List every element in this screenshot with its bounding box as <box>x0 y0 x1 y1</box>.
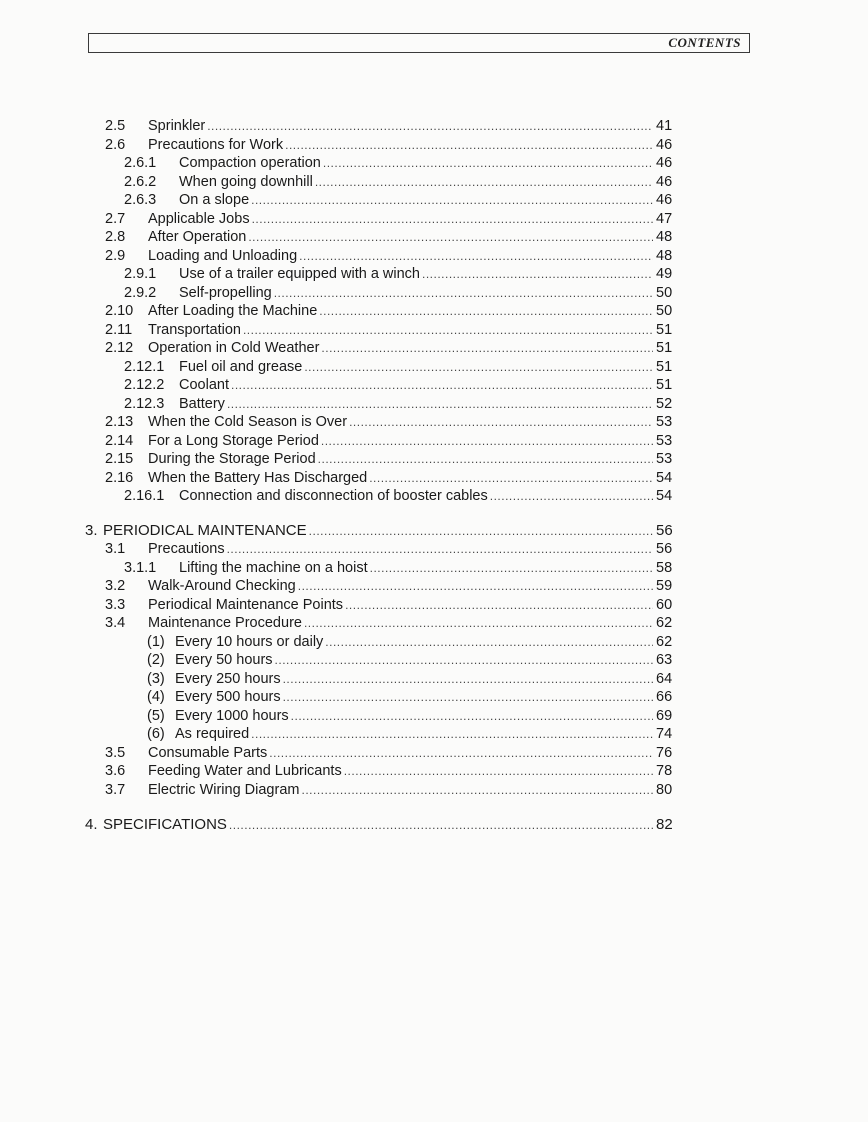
toc-entry[interactable] <box>105 432 676 451</box>
dot-leader <box>301 781 653 800</box>
toc-entry-page-number: 49 <box>656 266 673 282</box>
toc-entry[interactable] <box>105 302 676 321</box>
toc-entry-number: 2.12.1 <box>124 358 165 375</box>
toc-entry-number: 2.9 <box>105 247 126 264</box>
toc-entry[interactable] <box>147 707 676 726</box>
toc-entry-label: After Operation <box>148 229 247 245</box>
toc-entry-number: 2.5 <box>105 118 126 134</box>
toc-entry-page-number: 56 <box>656 541 673 557</box>
toc-entry-page-number: 51 <box>656 321 673 338</box>
toc-entry[interactable] <box>105 210 676 229</box>
toc-entry[interactable] <box>105 577 676 596</box>
toc-entry[interactable] <box>147 688 676 707</box>
dot-leader <box>298 577 653 596</box>
toc-entry-label: Sprinkler <box>148 118 206 134</box>
dot-leader <box>229 816 653 835</box>
toc-entry-number: 2.6.2 <box>124 173 157 190</box>
toc-entry[interactable] <box>105 744 676 763</box>
toc-entry[interactable] <box>105 781 676 800</box>
toc-entry-label: Transportation <box>148 321 241 338</box>
toc-entry[interactable] <box>147 651 676 670</box>
toc-entry-page-number: 60 <box>656 596 673 613</box>
toc-entry-label: Periodical Maintenance Points <box>148 596 344 613</box>
dot-leader <box>325 633 653 652</box>
toc-entry-page-number: 53 <box>656 432 673 449</box>
toc-entry-number: 2.16 <box>105 469 134 486</box>
toc-entry[interactable] <box>105 136 676 155</box>
header-frame <box>88 33 750 53</box>
dot-leader <box>231 376 653 395</box>
toc-entry-label: Consumable Parts <box>148 744 268 761</box>
toc-entry-label: Lifting the machine on a hoist <box>179 559 368 576</box>
toc-entry-page-number: 66 <box>656 689 673 705</box>
toc-entry[interactable] <box>105 339 676 358</box>
toc-entry-page-number: 78 <box>656 763 673 779</box>
toc-entry-label: Operation in Cold Weather <box>148 340 320 356</box>
toc-entry[interactable] <box>124 487 676 506</box>
dot-leader <box>490 487 653 506</box>
dot-leader <box>227 540 653 559</box>
toc-entry-page-number: 46 <box>656 173 673 190</box>
dot-leader <box>285 136 653 155</box>
toc-entry-number: 2.6.3 <box>124 192 157 208</box>
toc-entry-label: Battery <box>179 395 225 412</box>
toc-entry-number: 2.16.1 <box>124 488 165 504</box>
toc-entry[interactable] <box>105 413 676 432</box>
toc-entry[interactable] <box>105 247 676 266</box>
toc-entry-label: Compaction operation <box>179 155 321 171</box>
toc-entry-page-number: 64 <box>656 670 673 687</box>
toc-entry-label: Precautions for Work <box>148 136 284 153</box>
toc-entry-page-number: 46 <box>656 155 673 171</box>
dot-leader <box>269 744 653 763</box>
toc-entry-label: Electric Wiring Diagram <box>148 781 300 798</box>
toc-entry-label: Every 250 hours <box>175 670 281 687</box>
toc-entry-label: SPECIFICATIONS <box>103 816 227 833</box>
dot-leader <box>422 265 653 284</box>
toc-entry[interactable] <box>124 191 676 210</box>
dot-leader <box>207 117 653 136</box>
toc-entry-number: 2.9.1 <box>124 266 157 282</box>
toc-entry-label: During the Storage Period <box>148 451 316 467</box>
toc-entry[interactable] <box>124 376 676 395</box>
toc-entry[interactable] <box>105 450 676 469</box>
toc-entry-page-number: 59 <box>656 578 673 594</box>
toc-entry-number: (6) <box>147 726 165 742</box>
toc-entry-page-number: 76 <box>656 744 673 761</box>
toc-entry-number: 2.10 <box>105 303 134 319</box>
toc-entry-page-number: 58 <box>656 559 673 576</box>
toc-entry-page-number: 48 <box>656 229 673 245</box>
toc-entry-label: Loading and Unloading <box>148 247 298 264</box>
toc-entry[interactable] <box>105 540 676 559</box>
toc-entry[interactable] <box>124 265 676 284</box>
page-title: CONTENTS <box>668 35 741 50</box>
toc-entry-label: Every 10 hours or daily <box>175 633 324 650</box>
toc-entry[interactable] <box>124 173 676 192</box>
toc-entry-label: On a slope <box>179 192 250 208</box>
toc-entry-label: Self-propelling <box>179 284 272 301</box>
dot-leader <box>243 321 653 340</box>
toc-entry-number: 2.13 <box>105 414 134 430</box>
dot-leader <box>349 413 653 432</box>
toc-entry-page-number: 41 <box>656 118 673 134</box>
dot-leader <box>309 522 653 541</box>
toc-entry-page-number: 80 <box>656 781 673 798</box>
toc-entry-label: Fuel oil and grease <box>179 358 303 375</box>
dot-leader <box>323 154 653 173</box>
toc-entry-page-number: 48 <box>656 247 673 264</box>
toc-entry-number: (4) <box>147 689 165 705</box>
dot-leader <box>345 596 653 615</box>
toc-entry-page-number: 63 <box>656 652 673 668</box>
toc-entry-page-number: 62 <box>656 615 673 631</box>
toc-entry[interactable] <box>85 521 676 540</box>
toc-entry[interactable] <box>124 395 676 414</box>
toc-entry-label: Maintenance Procedure <box>148 615 302 631</box>
toc-entry[interactable] <box>124 559 676 578</box>
dot-leader <box>304 614 653 633</box>
toc-entry-label: When going downhill <box>179 173 313 190</box>
toc-entry-page-number: 46 <box>656 192 673 208</box>
toc-entry-page-number: 53 <box>656 451 673 467</box>
toc-entry-label: Applicable Jobs <box>148 210 250 227</box>
toc-entry-number: 2.11 <box>105 321 133 338</box>
toc-entry-number: (3) <box>147 670 165 687</box>
toc-entry[interactable] <box>147 725 676 744</box>
toc-entry-page-number: 56 <box>656 522 673 539</box>
dot-leader <box>321 432 653 451</box>
toc-entry-page-number: 51 <box>656 377 673 393</box>
toc-entry-label: When the Battery Has Discharged <box>148 469 368 486</box>
toc-entry-label: Connection and disconnection of booster cables <box>179 488 488 504</box>
toc-entry-label: Every 50 hours <box>175 652 273 668</box>
toc-entry-number: 2.6.1 <box>124 155 157 171</box>
toc-entry-number: 2.7 <box>105 210 126 227</box>
toc-entry-page-number: 51 <box>656 358 673 375</box>
toc-entry[interactable] <box>124 284 676 303</box>
dot-leader <box>319 302 653 321</box>
toc-entry[interactable] <box>124 358 676 377</box>
dot-leader <box>370 559 653 578</box>
toc-entry-page-number: 47 <box>656 210 673 227</box>
toc-entry-page-number: 46 <box>656 136 673 153</box>
toc-entry[interactable] <box>105 228 676 247</box>
toc-entry-label: When the Cold Season is Over <box>148 414 348 430</box>
toc-entry-page-number: 51 <box>656 340 673 356</box>
dot-leader <box>251 191 653 210</box>
dot-leader <box>299 247 653 266</box>
toc-entry-number: 3.1.1 <box>124 559 157 576</box>
toc-entry-number: 2.12.2 <box>124 377 165 393</box>
toc-entry-page-number: 69 <box>656 707 673 724</box>
dot-leader <box>304 358 653 377</box>
dot-leader <box>252 210 653 229</box>
dot-leader <box>274 284 653 303</box>
toc-entry[interactable] <box>105 596 676 615</box>
dot-leader <box>283 670 653 689</box>
dot-leader <box>344 762 653 781</box>
toc-entry-number: 3.4 <box>105 615 126 631</box>
toc-entry-page-number: 54 <box>656 469 673 486</box>
toc-entry-number: 3.2 <box>105 578 126 594</box>
toc-entry[interactable] <box>85 815 676 834</box>
toc-entry[interactable] <box>105 321 676 340</box>
toc-entry-number: 2.6 <box>105 136 126 153</box>
dot-leader <box>275 651 653 670</box>
toc-entry-number: 2.8 <box>105 229 126 245</box>
toc-entry-number: 3.5 <box>105 744 126 761</box>
toc-entry[interactable] <box>105 469 676 488</box>
toc-entry-number: (2) <box>147 652 165 668</box>
dot-leader <box>291 707 653 726</box>
dot-leader <box>251 725 653 744</box>
toc-entry-label: For a Long Storage Period <box>148 432 319 449</box>
dot-leader <box>227 395 653 414</box>
toc-entry-number: 3.6 <box>105 763 126 779</box>
toc-entry-label: Every 500 hours <box>175 689 281 705</box>
toc-entry-label: Every 1000 hours <box>175 707 289 724</box>
toc-entry-page-number: 74 <box>656 726 673 742</box>
toc-entry-number: 3.7 <box>105 781 126 798</box>
toc-entry-number: 2.12 <box>105 340 134 356</box>
toc-entry-number: 4. <box>85 816 98 833</box>
toc-entry-label: Feeding Water and Lubricants <box>148 763 342 779</box>
toc-entry-label: Precautions <box>148 541 225 557</box>
toc-entry-number: 2.12.3 <box>124 395 165 412</box>
toc-entry-page-number: 82 <box>656 816 673 833</box>
toc-entry-label: After Loading the Machine <box>148 303 318 319</box>
toc-entry-number: 3. <box>85 522 98 539</box>
toc-entry[interactable] <box>105 117 676 136</box>
toc-entry-number: 3.3 <box>105 596 126 613</box>
toc-entry-page-number: 50 <box>656 284 673 301</box>
dot-leader <box>321 339 653 358</box>
toc-entry-label: Coolant <box>179 377 229 393</box>
toc-entry[interactable] <box>105 762 676 781</box>
dot-leader <box>315 173 653 192</box>
toc-entry-page-number: 50 <box>656 303 673 319</box>
toc-entry-number: (5) <box>147 707 165 724</box>
dot-leader <box>318 450 653 469</box>
dot-leader <box>283 688 653 707</box>
toc-entry-number: 2.15 <box>105 451 134 467</box>
toc-entry[interactable] <box>105 614 676 633</box>
toc-entry-page-number: 62 <box>656 633 673 650</box>
toc-entry-label: Walk-Around Checking <box>148 578 296 594</box>
toc-entry-number: 2.9.2 <box>124 284 157 301</box>
toc-entry-label: PERIODICAL MAINTENANCE <box>103 522 307 539</box>
toc-entry-page-number: 53 <box>656 414 673 430</box>
toc-entry[interactable] <box>147 670 676 689</box>
toc-entry-page-number: 52 <box>656 395 673 412</box>
toc-entry-label: Use of a trailer equipped with a winch <box>179 266 420 282</box>
toc-entry-label: As required <box>175 726 250 742</box>
toc-entry-number: 2.14 <box>105 432 134 449</box>
dot-leader <box>369 469 653 488</box>
toc-entry-page-number: 54 <box>656 488 673 504</box>
dot-leader <box>248 228 653 247</box>
toc-entry[interactable] <box>124 154 676 173</box>
toc-entry-number: 3.1 <box>105 541 126 557</box>
toc-entry-number: (1) <box>147 633 165 650</box>
toc-entry[interactable] <box>147 633 676 652</box>
